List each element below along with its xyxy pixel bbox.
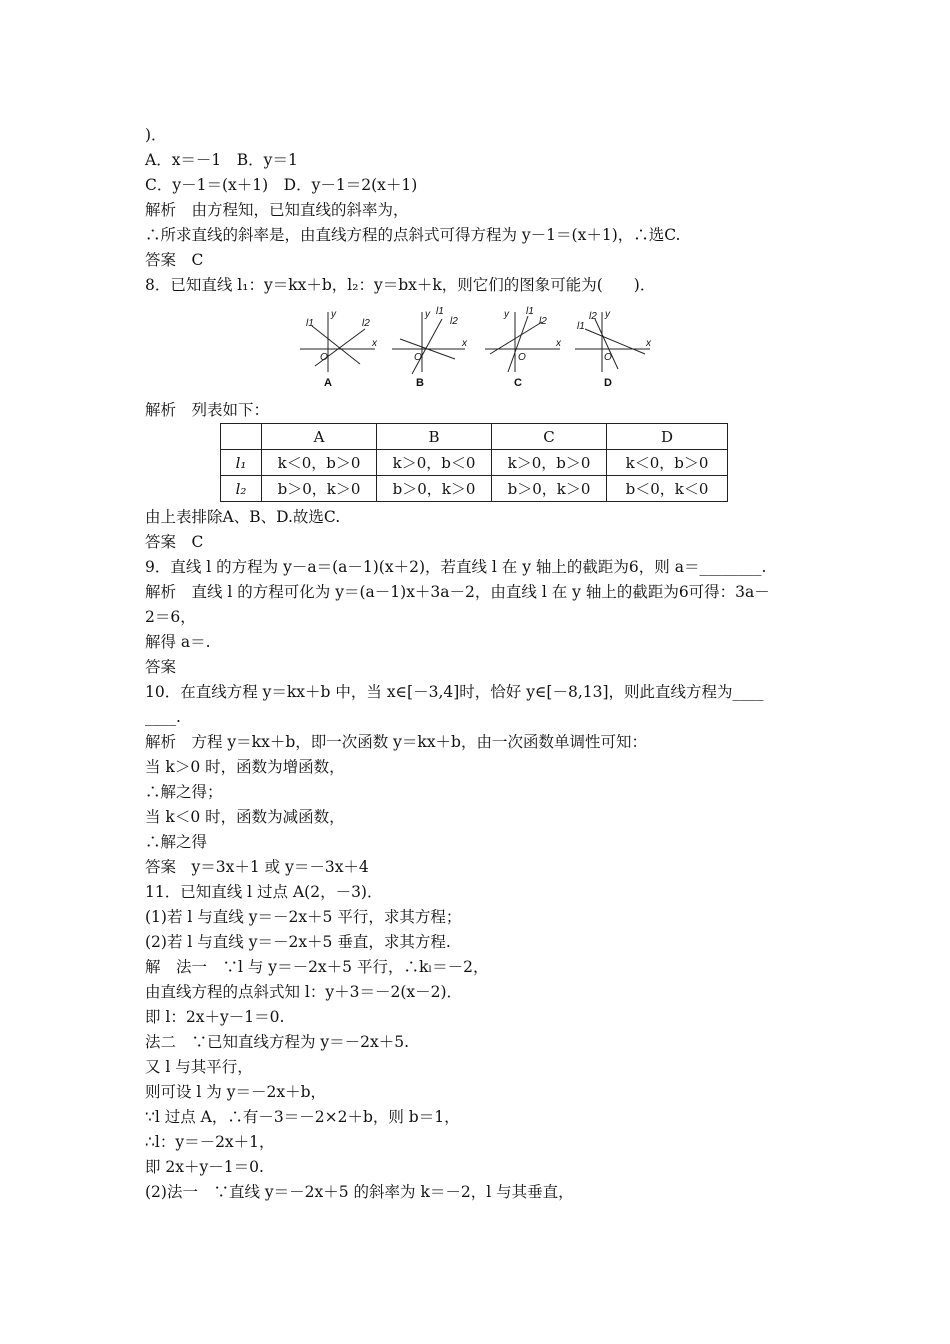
table-cell: k＜0，b＞0 bbox=[607, 450, 728, 476]
text-line: 10．在直线方程 y＝kx＋b 中，当 x∈[－3,4]时，恰好 y∈[－8,13]，则此直线方程为____ bbox=[145, 683, 764, 701]
graph-d-l1 bbox=[585, 329, 645, 354]
text-line: C．y－1＝(x＋1) D．y－1＝2(x＋1) bbox=[145, 176, 418, 194]
graph-c-l2 bbox=[508, 316, 528, 372]
table-cell: b＞0，k＞0 bbox=[377, 476, 492, 502]
text-line: 9．直线 l 的方程为 y－a＝(a－1)(x＋2)，若直线 l 在 y 轴上的截距为6，则 a＝________. bbox=[145, 558, 767, 576]
graph-a-caption: A bbox=[324, 377, 332, 389]
graph-c-l2-label: l2 bbox=[539, 316, 547, 327]
table-header-cell: C bbox=[492, 424, 607, 450]
graph-a-origin: O bbox=[320, 352, 328, 363]
graph-b-y-label: y bbox=[425, 309, 430, 320]
text-line: 由直线方程的点斜式知 l：y＋3＝－2(x－2)． bbox=[145, 983, 463, 1001]
graph-d-x-label: x bbox=[646, 338, 651, 349]
text-line: (1)若 l 与直线 y＝－2x＋5 平行，求其方程； bbox=[145, 908, 462, 926]
graph-d-l1-label: l1 bbox=[577, 321, 585, 332]
text-line: 8．已知直线 l₁：y＝kx＋b，l₂：y＝bx＋k，则它们的图象可能为( )． bbox=[145, 276, 656, 294]
table-cell: b＞0，k＞0 bbox=[492, 476, 607, 502]
text-line: 当 k＞0 时，函数为增函数， bbox=[145, 758, 345, 776]
graph-a-l2-label: l2 bbox=[362, 318, 370, 329]
table-cell: k＜0，b＞0 bbox=[262, 450, 377, 476]
table-header-cell: B bbox=[377, 424, 492, 450]
graph-d-origin: O bbox=[604, 352, 612, 363]
graph-c-l1-label: l1 bbox=[526, 306, 534, 317]
table-header-row bbox=[221, 424, 728, 450]
text-line: 答案 C bbox=[145, 533, 204, 551]
table-row bbox=[221, 450, 728, 476]
graph-b-l1-label: l1 bbox=[436, 306, 444, 317]
graph-a-y-label: y bbox=[331, 309, 336, 320]
text-line: 11．已知直线 l 过点 A(2，－3)． bbox=[145, 883, 383, 901]
text-line: ∴解之得 bbox=[145, 833, 208, 851]
text-line: 2＝6， bbox=[145, 608, 196, 626]
table-cell bbox=[221, 424, 262, 450]
text-line: ____. bbox=[145, 708, 181, 726]
text-line: (2)若 l 与直线 y＝－2x＋5 垂直，求其方程. bbox=[145, 933, 451, 951]
table-row bbox=[221, 476, 728, 502]
graph-b-l2-label: l2 bbox=[450, 316, 458, 327]
text-line: 答案 bbox=[145, 658, 177, 676]
graph-c-x-label: x bbox=[556, 338, 561, 349]
graph-b-l2 bbox=[412, 319, 442, 374]
text-line: 由上表排除A、B、D.故选C. bbox=[145, 508, 341, 526]
table-cell: k＞0，b＞0 bbox=[492, 450, 607, 476]
graph-c-y-label: y bbox=[504, 309, 509, 320]
graph-c-origin: O bbox=[518, 352, 526, 363]
text-line: 当 k＜0 时，函数为减函数， bbox=[145, 808, 345, 826]
analysis-table bbox=[220, 423, 728, 502]
text-line: 解析 由方程知，已知直线的斜率为， bbox=[145, 201, 409, 219]
graph-d-y-label: y bbox=[605, 309, 610, 320]
text-line: ∵l 过点 A，∴有－3＝－2×2＋b，则 b＝1， bbox=[145, 1108, 460, 1126]
text-line: A．x＝－1 B．y＝1 bbox=[145, 151, 298, 169]
table-cell: b＜0，k＜0 bbox=[607, 476, 728, 502]
text-line: 答案 y＝3x＋1 或 y＝－3x＋4 bbox=[145, 858, 369, 876]
table-cell: l₂ bbox=[221, 476, 262, 502]
text-line: ∴所求直线的斜率是，由直线方程的点斜式可得方程为 y－1＝(x＋1)，∴选C. bbox=[145, 226, 681, 244]
table-cell: b＞0，k＞0 bbox=[262, 476, 377, 502]
text-line: 答案 C bbox=[145, 251, 204, 269]
text-line: 则可设 l 为 y＝－2x＋b， bbox=[145, 1083, 327, 1101]
graph-c-caption: C bbox=[514, 377, 522, 389]
text-line: 又 l 与其平行， bbox=[145, 1058, 253, 1076]
text-line: ∴解之得； bbox=[145, 783, 223, 801]
graph-b-origin: O bbox=[414, 352, 422, 363]
text-line: )． bbox=[145, 126, 167, 144]
text-line: 即 2x＋y－1＝0. bbox=[145, 1158, 264, 1176]
text-line: ∴l：y＝－2x＋1， bbox=[145, 1133, 275, 1151]
table-header-cell: D bbox=[607, 424, 728, 450]
line-graphs-figure bbox=[290, 304, 670, 394]
text-line: 法二 ∵已知直线方程为 y＝－2x＋5. bbox=[145, 1033, 410, 1051]
graph-d-caption: D bbox=[604, 377, 612, 389]
graph-a-x-label: x bbox=[372, 338, 377, 349]
text-line: (2)法一 ∵直线 y＝－2x＋5 的斜率为 k＝－2，l 与其垂直， bbox=[145, 1183, 574, 1201]
table-cell: k＞0，b＜0 bbox=[377, 450, 492, 476]
text-line: 解得 a＝. bbox=[145, 633, 211, 651]
text-line: 解析 方程 y＝kx＋b，即一次函数 y＝kx＋b，由一次函数单调性可知： bbox=[145, 733, 647, 751]
text-line: 即 l：2x＋y－1＝0. bbox=[145, 1008, 285, 1026]
text-line: 解 法一 ∵l 与 y＝－2x＋5 平行，∴kₗ＝－2， bbox=[145, 958, 489, 976]
graph-a-l1-label: l1 bbox=[306, 318, 314, 329]
graph-b-x-label: x bbox=[462, 338, 467, 349]
text-line: 解析 直线 l 的方程可化为 y＝(a－1)x＋3a－2，由直线 l 在 y 轴上的截距为6可得：3a－ bbox=[145, 583, 770, 601]
graph-b-caption: B bbox=[416, 377, 424, 389]
text-line: 解析 列表如下： bbox=[145, 401, 270, 419]
table-cell: l₁ bbox=[221, 450, 262, 476]
graph-d-l2-label: l2 bbox=[589, 311, 597, 322]
table-header-cell: A bbox=[262, 424, 377, 450]
